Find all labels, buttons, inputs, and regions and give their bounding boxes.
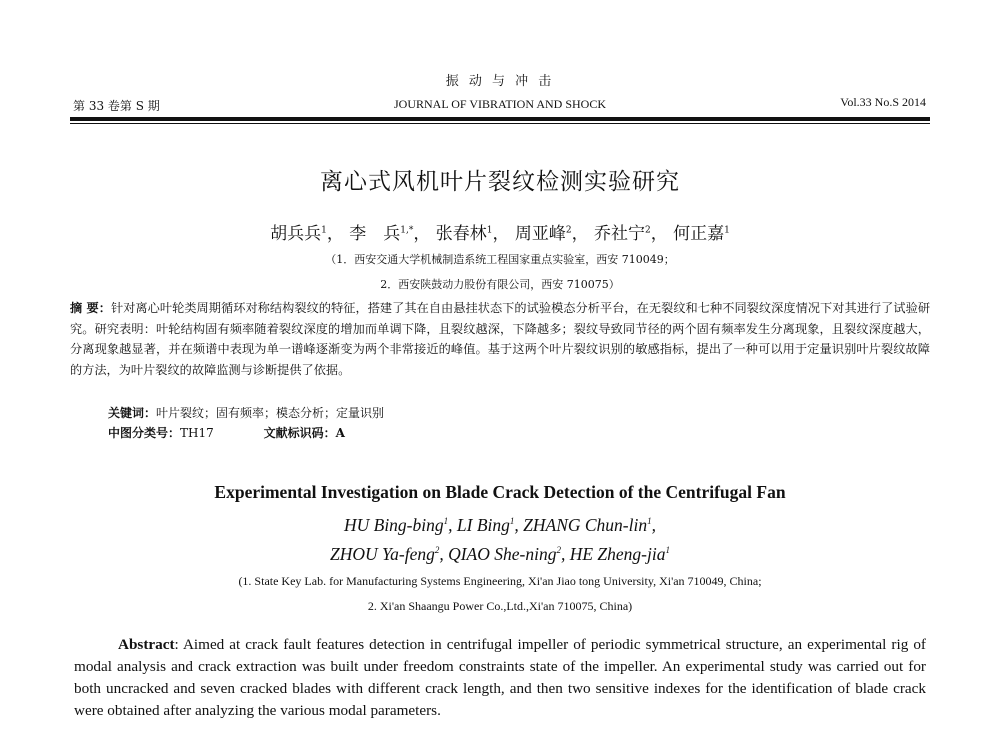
author-sup: 1 <box>665 545 670 556</box>
authors-cn: 胡兵兵$^1$， 李 兵$^{1,*}$， 张春林$^1$， 周亚峰$^2$， 乔社宁$^2$， 何正嘉$^1$ <box>270 224 730 244</box>
journal-name-en: JOURNAL OF VIBRATION AND SHOCK <box>393 97 607 111</box>
abstract-cn-label: 摘 要： <box>70 301 111 315</box>
author-sup: 2 <box>556 545 561 556</box>
author-sup: 1 <box>647 516 652 527</box>
author-en: LI Bing <box>456 515 510 535</box>
author-en: ZHANG Chun-lin <box>523 515 648 535</box>
author-en: HU Bing-bing <box>343 515 444 535</box>
header-rule-thick <box>70 117 930 121</box>
classification-value: TH17 <box>180 426 214 440</box>
author-en: HE Zheng-jia <box>569 544 666 564</box>
affiliation-en-2: 2. Xi'an Shaangu Power Co.,Ltd.,Xi'an 710075, China) <box>367 599 633 613</box>
document-code-label: 文献标识码： <box>263 426 336 440</box>
author-cn: 周亚峰 <box>514 224 566 244</box>
author-en: QIAO She-ning <box>448 544 557 564</box>
keywords-cn <box>108 404 384 421</box>
journal-name-cn: 振 动 与 冲 击 <box>445 74 555 89</box>
abstract-cn <box>70 298 930 380</box>
author-cn: 何正嘉 <box>673 224 725 244</box>
classification-cn <box>108 424 345 441</box>
affiliation-cn-1: （1．西安交通大学机械制造系统工程国家重点实验室，西安 710049； <box>325 253 675 266</box>
document-code-value: A <box>335 426 345 440</box>
author-en: ZHOU Ya-feng <box>329 544 435 564</box>
author-sup: 1 <box>321 225 327 236</box>
author-cn: 张春林 <box>435 224 487 244</box>
author-sup: 1 <box>509 516 515 527</box>
author-cn: 李 兵 <box>349 224 401 244</box>
author-sup: 2 <box>565 225 572 236</box>
author-sup: 1 <box>486 225 493 236</box>
keywords-cn-label: 关键词： <box>108 406 157 420</box>
keywords-cn-text: 叶片裂纹；固有频率；模态分析；定量识别 <box>156 406 385 420</box>
volume-issue-en: Vol.33 No.S 2014 <box>840 95 926 109</box>
volume-issue-cn: 第 33 卷第 S 期 <box>73 99 160 113</box>
paper-title-cn: 离心式风机叶片裂纹检测实验研究 <box>320 169 680 195</box>
author-sup: 1 <box>443 516 449 527</box>
author-sup: 1 <box>724 225 730 236</box>
author-cn: 乔社宁 <box>594 224 646 244</box>
paper-title-en: Experimental Investigation on Blade Crack Detection of the Centrifugal Fan <box>214 482 786 502</box>
author-sup: 2 <box>434 545 440 556</box>
header-rule-thin <box>70 123 930 124</box>
abstract-en-label: Abstract <box>118 636 175 653</box>
affiliation-en-1: (1. State Key Lab. for Manufacturing Systems Engineering, Xi'an Jiao tong University, Xi'an 710049, China; <box>238 574 762 588</box>
abstract-cn-text: 针对离心叶轮类周期循环对称结构裂纹的特征，搭建了其在自由悬挂状态下的试验模态分析平台，在无裂纹和七种不同裂纹深度情况下对其进行了试验研究。研究表明：叶轮结构固有频率随着裂纹深度的增加而单调下降，且裂纹越深，下降越多；裂纹导致同节径的两个固有频率发生分离现象，且裂纹深度越大，分离现象越显著，并在频谱中表现为单一谱峰逐渐变为两个非常接近的峰值。基于这两个叶片裂纹识别的敏感指标，提出了一种可以用于定量识别叶片裂纹故障的方法，为叶片裂纹的故障监测与诊断提供了依据。 <box>70 301 931 377</box>
abstract-en-text: Aimed at crack fault features detection in centrifugal impeller of periodic symmetrical structure, an experimental rig of modal analysis and crack extraction was built under freedom constraints state of the impeller. An experimental study was carried out for both uncracked and seven cracked blades with different crack length, and then two sensitive indexes for the identification of blade crack were obtained after analyzing the various modal parameters. <box>74 636 926 719</box>
affiliation-cn-2: 2．西安陕鼓动力股份有限公司，西安 710075） <box>380 278 620 291</box>
authors-en-line-2: ZHOU Ya-feng$^2$, QIAO She-ning$^2$, HE Zheng-jia$^1$ <box>329 544 670 564</box>
author-cn: 胡兵兵 <box>270 224 322 244</box>
author-sup: 2 <box>645 225 651 236</box>
author-sup: 1,* <box>400 225 414 236</box>
classification-label: 中图分类号： <box>108 426 181 440</box>
authors-en-line-1: HU Bing-bing$^1$, LI Bing$^1$, ZHANG Chun-lin$^1$, <box>343 515 656 535</box>
abstract-en: Abstract: Aimed at crack fault features detection in centrifugal impeller of periodic symmetrical structure, an experimental rig of modal analysis and crack extraction was built under freedom constraints state of the impeller. An experimental study was carried out for both uncracked and seven cracked blades with different crack length, and then two sensitive indexes for the identification of blade crack were obtained after analyzing the various modal parameters. <box>74 636 926 719</box>
